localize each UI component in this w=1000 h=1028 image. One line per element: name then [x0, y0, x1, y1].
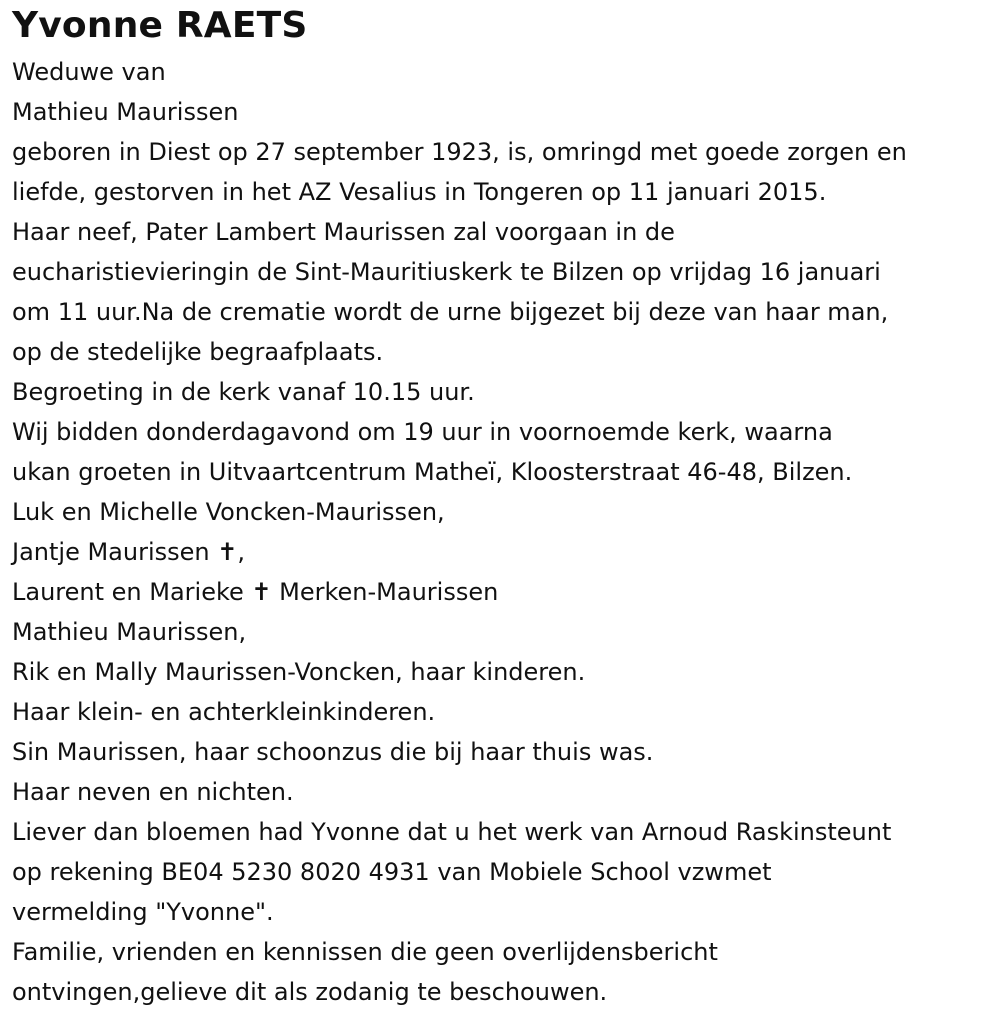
text-line: Liever dan bloemen had Yvonne dat u het werk van Arnoud Raskinsteunt: [12, 818, 892, 846]
text-line: op rekening BE04 5230 8020 4931 van Mobiele School vzwmet: [12, 858, 772, 886]
text-line: Mathieu Maurissen,: [12, 618, 247, 646]
obituary-body: [12, 52, 992, 1012]
text-line: op de stedelijke begraafplaats.: [12, 338, 384, 366]
text-line: om 11 uur.Na de crematie wordt de urne bijgezet bij deze van haar man,: [12, 298, 889, 326]
text-line: vermelding "Yvonne".: [12, 898, 274, 926]
obituary: [12, 0, 992, 1012]
text-line: Haar neven en nichten.: [12, 778, 294, 806]
cross-icon: ✝: [217, 538, 238, 566]
text-line: ukan groeten in Uitvaartcentrum Matheï, Kloosterstraat 46-48, Bilzen.: [12, 458, 853, 486]
text-line: Wij bidden donderdagavond om 19 uur in voornoemde kerk, waarna: [12, 418, 833, 446]
text-line: Familie, vrienden en kennissen die geen overlijdensbericht: [12, 938, 718, 966]
text-line: Luk en Michelle Voncken-Maurissen,: [12, 498, 445, 526]
text-line: ontvingen,gelieve dit als zodanig te beschouwen.: [12, 978, 608, 1006]
text-line: Sin Maurissen, haar schoonzus die bij haar thuis was.: [12, 738, 654, 766]
text-line: Begroeting in de kerk vanaf 10.15 uur.: [12, 378, 475, 406]
text-line: eucharistievieringin de Sint-Mauritiuskerk te Bilzen op vrijdag 16 januari: [12, 258, 881, 286]
text-segment: ,: [237, 538, 245, 566]
text-segment: Jantje Maurissen: [12, 538, 218, 566]
text-line: Rik en Mally Maurissen-Voncken, haar kinderen.: [12, 658, 586, 686]
text-line: Haar neef, Pater Lambert Maurissen zal voorgaan in de: [12, 218, 675, 246]
text-line: geboren in Diest op 27 september 1923, is, omringd met goede zorgen en: [12, 138, 907, 166]
text-line: [12, 572, 992, 612]
cross-icon: ✝: [251, 578, 272, 606]
text-segment: Merken-Maurissen: [271, 578, 499, 606]
text-line: liefde, gestorven in het AZ Vesalius in Tongeren op 11 januari 2015.: [12, 178, 827, 206]
text-line: Weduwe van: [12, 58, 166, 86]
text-line: [12, 532, 992, 572]
deceased-name-title: Yvonne RAETS: [12, 5, 308, 46]
text-line: Haar klein- en achterkleinkinderen.: [12, 698, 436, 726]
text-line: Mathieu Maurissen: [12, 98, 239, 126]
text-segment: Laurent en Marieke: [12, 578, 252, 606]
